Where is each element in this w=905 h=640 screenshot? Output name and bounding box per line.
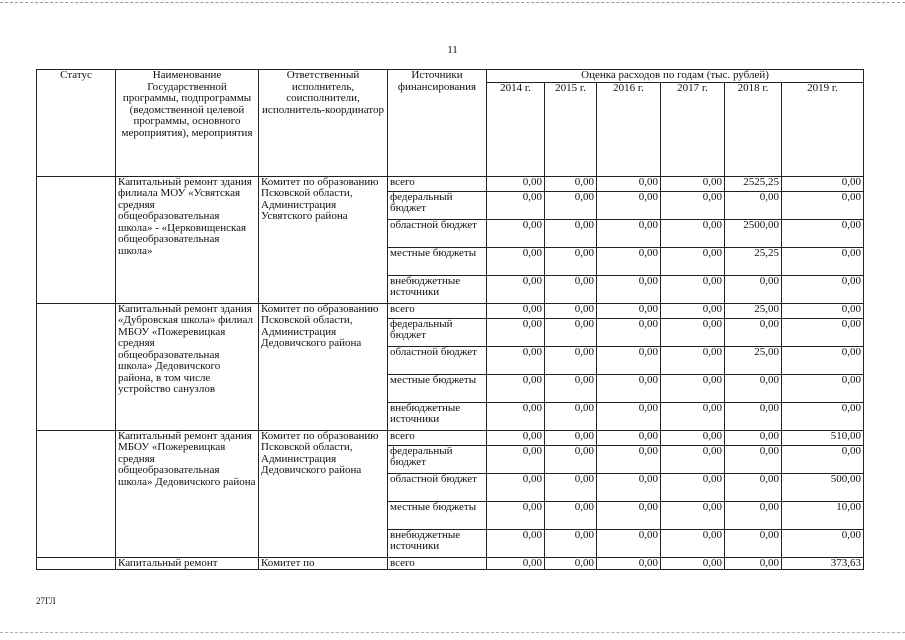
header-year: 2017 г. — [661, 82, 725, 176]
amount-cell: 0,00 — [545, 557, 597, 570]
amount-cell: 25,25 — [725, 247, 782, 275]
amount-cell: 0,00 — [487, 275, 545, 303]
amount-cell: 0,00 — [725, 191, 782, 219]
header-responsible: Ответственный исполнитель, соисполнители, исполнитель-координатор — [259, 70, 388, 177]
amount-cell: 0,00 — [782, 374, 864, 402]
funding-source-cell: областной бюджет — [388, 219, 487, 247]
amount-cell: 0,00 — [661, 557, 725, 570]
amount-cell: 0,00 — [597, 219, 661, 247]
amount-cell: 510,00 — [782, 430, 864, 445]
funding-source-cell: федеральный бюджет — [388, 191, 487, 219]
amount-cell: 0,00 — [487, 176, 545, 191]
amount-cell: 10,00 — [782, 501, 864, 529]
amount-cell: 0,00 — [661, 430, 725, 445]
amount-cell: 0,00 — [597, 445, 661, 473]
amount-cell: 0,00 — [487, 247, 545, 275]
funding-source-cell: всего — [388, 303, 487, 318]
amount-cell: 0,00 — [661, 445, 725, 473]
amount-cell: 0,00 — [487, 430, 545, 445]
amount-cell: 0,00 — [725, 318, 782, 346]
header-status: Статус — [37, 70, 116, 177]
amount-cell: 0,00 — [661, 191, 725, 219]
amount-cell: 0,00 — [661, 219, 725, 247]
status-cell — [37, 303, 116, 430]
amount-cell: 373,63 — [782, 557, 864, 570]
funding-source-cell: местные бюджеты — [388, 501, 487, 529]
amount-cell: 0,00 — [782, 529, 864, 557]
amount-cell: 0,00 — [545, 402, 597, 430]
scan-top-edge — [0, 2, 905, 3]
amount-cell: 0,00 — [487, 318, 545, 346]
expenditure-table — [36, 69, 864, 570]
amount-cell: 0,00 — [487, 557, 545, 570]
header-estimate: Оценка расходов по годам (тыс. рублей) — [487, 70, 864, 83]
funding-source-cell: всего — [388, 557, 487, 570]
amount-cell: 0,00 — [545, 473, 597, 501]
amount-cell: 0,00 — [661, 275, 725, 303]
amount-cell: 0,00 — [545, 445, 597, 473]
footer-code: 27ГЛ — [36, 596, 56, 606]
responsible-cell: Комитет по — [259, 557, 388, 570]
header-year: 2016 г. — [597, 82, 661, 176]
header-row — [37, 70, 864, 83]
amount-cell: 0,00 — [545, 275, 597, 303]
amount-cell: 0,00 — [487, 303, 545, 318]
page-number: 11 — [447, 44, 458, 56]
amount-cell: 0,00 — [661, 176, 725, 191]
amount-cell: 0,00 — [597, 275, 661, 303]
table-row — [37, 430, 864, 445]
amount-cell: 2525,25 — [725, 176, 782, 191]
responsible-cell: Комитет по образованию Псковской области, Администрация Дедовичского района — [259, 430, 388, 557]
amount-cell: 0,00 — [597, 303, 661, 318]
amount-cell: 0,00 — [661, 303, 725, 318]
amount-cell: 0,00 — [661, 529, 725, 557]
status-cell — [37, 430, 116, 557]
table-row — [37, 176, 864, 191]
amount-cell: 0,00 — [782, 346, 864, 374]
amount-cell: 0,00 — [725, 529, 782, 557]
amount-cell: 0,00 — [725, 430, 782, 445]
amount-cell: 0,00 — [782, 247, 864, 275]
amount-cell: 0,00 — [725, 275, 782, 303]
amount-cell: 0,00 — [597, 529, 661, 557]
amount-cell: 0,00 — [597, 247, 661, 275]
amount-cell: 0,00 — [725, 557, 782, 570]
amount-cell: 0,00 — [597, 374, 661, 402]
funding-source-cell: внебюджетные источники — [388, 402, 487, 430]
amount-cell: 0,00 — [597, 473, 661, 501]
amount-cell: 0,00 — [661, 374, 725, 402]
funding-source-cell: всего — [388, 430, 487, 445]
amount-cell: 0,00 — [661, 501, 725, 529]
amount-cell: 0,00 — [597, 191, 661, 219]
amount-cell: 0,00 — [545, 176, 597, 191]
amount-cell: 0,00 — [597, 176, 661, 191]
header-sources: Источники финансирования — [388, 70, 487, 177]
amount-cell: 0,00 — [487, 501, 545, 529]
amount-cell: 2500,00 — [725, 219, 782, 247]
amount-cell: 0,00 — [545, 430, 597, 445]
table-row — [37, 557, 864, 570]
funding-source-cell: внебюджетные источники — [388, 529, 487, 557]
amount-cell: 500,00 — [782, 473, 864, 501]
table-row — [37, 303, 864, 318]
amount-cell: 0,00 — [782, 303, 864, 318]
amount-cell: 0,00 — [545, 501, 597, 529]
amount-cell: 0,00 — [661, 402, 725, 430]
amount-cell: 0,00 — [661, 346, 725, 374]
program-name-cell: Капитальный ремонт здания «Дубровская школа» филиал МБОУ «Пожеревицкая средняя общеобразовательная школа» Дедовичского района, в том числе устройство санузлов — [116, 303, 259, 430]
responsible-cell: Комитет по образованию Псковской области, Администрация Усвятского района — [259, 176, 388, 303]
amount-cell: 0,00 — [597, 557, 661, 570]
amount-cell: 0,00 — [545, 374, 597, 402]
funding-source-cell: внебюджетные источники — [388, 275, 487, 303]
amount-cell: 0,00 — [782, 318, 864, 346]
header-name: Наименование Государственной программы, подпрограммы (ведомственной целевой программы, основного мероприятия), мероприятия — [116, 70, 259, 177]
amount-cell: 0,00 — [725, 501, 782, 529]
amount-cell: 25,00 — [725, 346, 782, 374]
amount-cell: 0,00 — [661, 247, 725, 275]
funding-source-cell: федеральный бюджет — [388, 318, 487, 346]
scan-bottom-edge — [0, 632, 905, 633]
amount-cell: 0,00 — [782, 176, 864, 191]
funding-source-cell: областной бюджет — [388, 473, 487, 501]
amount-cell: 0,00 — [545, 346, 597, 374]
amount-cell: 0,00 — [545, 303, 597, 318]
amount-cell: 0,00 — [487, 473, 545, 501]
status-cell — [37, 176, 116, 303]
amount-cell: 0,00 — [782, 402, 864, 430]
header-year: 2014 г. — [487, 82, 545, 176]
amount-cell: 0,00 — [782, 445, 864, 473]
amount-cell: 0,00 — [487, 402, 545, 430]
amount-cell: 25,00 — [725, 303, 782, 318]
amount-cell: 0,00 — [661, 318, 725, 346]
amount-cell: 0,00 — [597, 501, 661, 529]
amount-cell: 0,00 — [597, 318, 661, 346]
amount-cell: 0,00 — [487, 346, 545, 374]
status-cell — [37, 557, 116, 570]
amount-cell: 0,00 — [725, 445, 782, 473]
funding-source-cell: всего — [388, 176, 487, 191]
amount-cell: 0,00 — [487, 445, 545, 473]
amount-cell: 0,00 — [545, 529, 597, 557]
amount-cell: 0,00 — [545, 219, 597, 247]
amount-cell: 0,00 — [487, 374, 545, 402]
amount-cell: 0,00 — [597, 346, 661, 374]
funding-source-cell: областной бюджет — [388, 346, 487, 374]
header-year: 2015 г. — [545, 82, 597, 176]
amount-cell: 0,00 — [545, 247, 597, 275]
program-name-cell: Капитальный ремонт — [116, 557, 259, 570]
amount-cell: 0,00 — [545, 318, 597, 346]
amount-cell: 0,00 — [661, 473, 725, 501]
amount-cell: 0,00 — [597, 402, 661, 430]
amount-cell: 0,00 — [725, 473, 782, 501]
amount-cell: 0,00 — [725, 374, 782, 402]
amount-cell: 0,00 — [597, 430, 661, 445]
amount-cell: 0,00 — [545, 191, 597, 219]
responsible-cell: Комитет по образованию Псковской области, Администрация Дедовичского района — [259, 303, 388, 430]
funding-source-cell: местные бюджеты — [388, 247, 487, 275]
program-name-cell: Капитальный ремонт здания МБОУ «Пожеревицкая средняя общеобразовательная школа» Дедовичского района — [116, 430, 259, 557]
funding-source-cell: федеральный бюджет — [388, 445, 487, 473]
amount-cell: 0,00 — [487, 529, 545, 557]
amount-cell: 0,00 — [782, 191, 864, 219]
amount-cell: 0,00 — [725, 402, 782, 430]
header-year: 2018 г. — [725, 82, 782, 176]
amount-cell: 0,00 — [487, 219, 545, 247]
funding-source-cell: местные бюджеты — [388, 374, 487, 402]
amount-cell: 0,00 — [782, 275, 864, 303]
header-year: 2019 г. — [782, 82, 864, 176]
amount-cell: 0,00 — [782, 219, 864, 247]
program-name-cell: Капитальный ремонт здания филиала МОУ «Усвятская средняя общеобразовательная школа» - «Церковищенская общеобразовательная школа» — [116, 176, 259, 303]
amount-cell: 0,00 — [487, 191, 545, 219]
